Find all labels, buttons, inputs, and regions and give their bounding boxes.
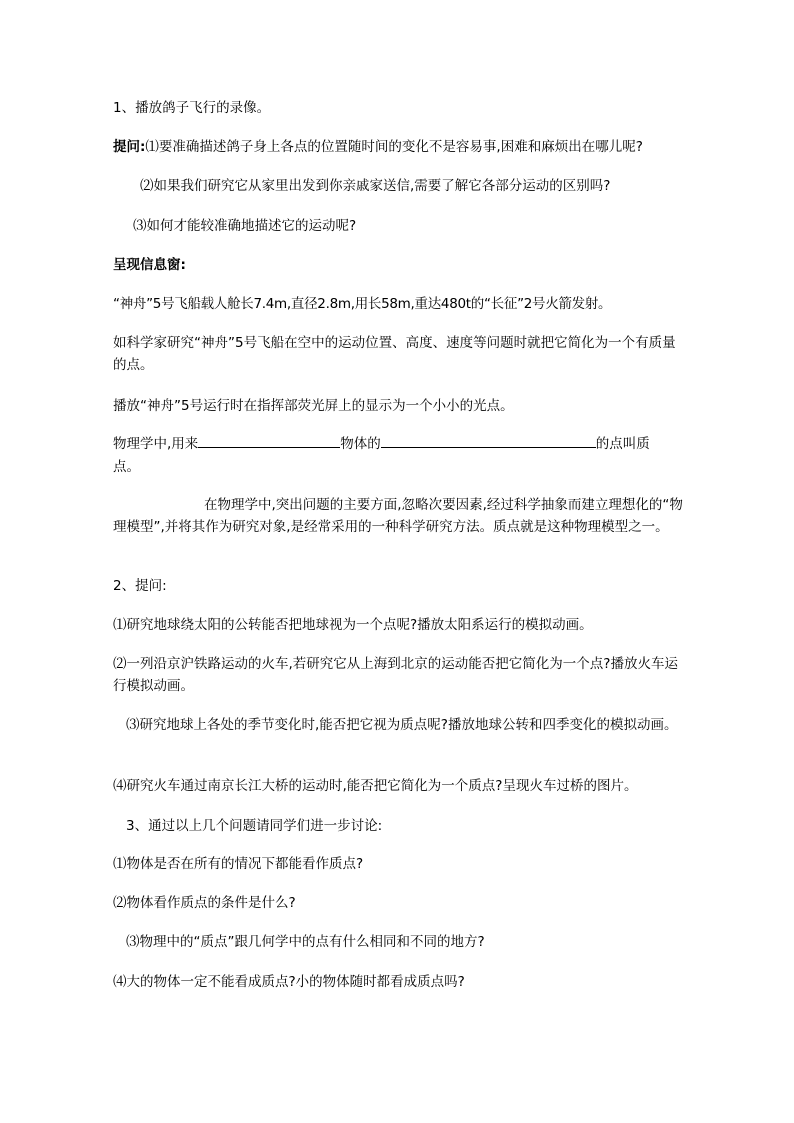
- definition-part1: 物理学中,用来: [113, 436, 199, 452]
- section3-question2: ⑵物体看作质点的条件是什么?: [113, 895, 296, 911]
- section2-heading: 2、提问:: [113, 578, 167, 594]
- section1-question1: [113, 136, 643, 158]
- definition-part3: 的点叫质: [595, 436, 650, 452]
- document-page: [113, 0, 683, 1123]
- section2-question3: ⑶研究地球上各处的季节变化时,能否把它视为质点呢?播放地球公转和四季变化的模拟动画。: [126, 717, 678, 733]
- model-paragraph: 在物理学中,突出问题的主要方面,忽略次要因素,经过科学抽象而建立理想化的“物理模型”,并将其作为研究对象,是经常采用的一种科学研究方法。质点就是这种物理模型之一。: [113, 497, 683, 535]
- section3-question1: ⑴物体是否在所有的情况下都能看作质点?: [113, 856, 364, 872]
- definition-line-2: 点。: [113, 459, 140, 475]
- definition-line: [113, 433, 650, 455]
- question1-text: ⑴要准确描述鸽子身上各点的位置随时间的变化不是容易事,困难和麻烦出在哪儿呢?: [145, 139, 643, 155]
- info-paragraph-2: 如科学家研究“神舟”5号飞船在空中的运动位置、高度、速度等问题时就把它简化为一个有质量的点。: [113, 335, 676, 373]
- definition-blank-1[interactable]: [198, 433, 340, 448]
- section1-heading: 1、播放鸽子飞行的录像。: [113, 100, 271, 116]
- info-window-heading: 呈现信息窗:: [113, 257, 186, 273]
- section1-question3: ⑶如何才能较准确地描述它的运动呢?: [133, 218, 357, 234]
- section2-question1: ⑴研究地球绕太阳的公转能否把地球视为一个点呢?播放太阳系运行的模拟动画。: [113, 617, 593, 633]
- info-paragraph-1: “神舟”5号飞船载人舱长7.4m,直径2.8m,用长58m,重达480t的“长征”2号火箭发射。: [113, 296, 612, 312]
- section3-question3: ⑶物理中的“质点”跟几何学中的点有什么相同和不同的地方?: [126, 934, 485, 950]
- question-label: 提问:: [113, 139, 146, 155]
- definition-blank-2[interactable]: [381, 433, 596, 448]
- section2-question2: ⑵一列沿京沪铁路运动的火车,若研究它从上海到北京的运动能否把它简化为一个点?播放火车运行模拟动画。: [113, 656, 678, 694]
- section1-question2: ⑵如果我们研究它从家里出发到你亲戚家送信,需要了解它各部分运动的区别吗?: [140, 178, 611, 194]
- section2-question4: ⑷研究火车通过南京长江大桥的运动时,能否把它简化为一个质点?呈现火车过桥的图片。: [113, 778, 638, 794]
- section3-question4: ⑷大的物体一定不能看成质点?小的物体随时都看成质点吗?: [113, 974, 465, 990]
- info-paragraph-3: 播放“神舟”5号运行时在指挥部荧光屏上的显示为一个小小的光点。: [113, 398, 514, 414]
- section3-heading: 3、通过以上几个问题请同学们进一步讨论:: [126, 818, 383, 834]
- definition-part2: 物体的: [340, 436, 381, 452]
